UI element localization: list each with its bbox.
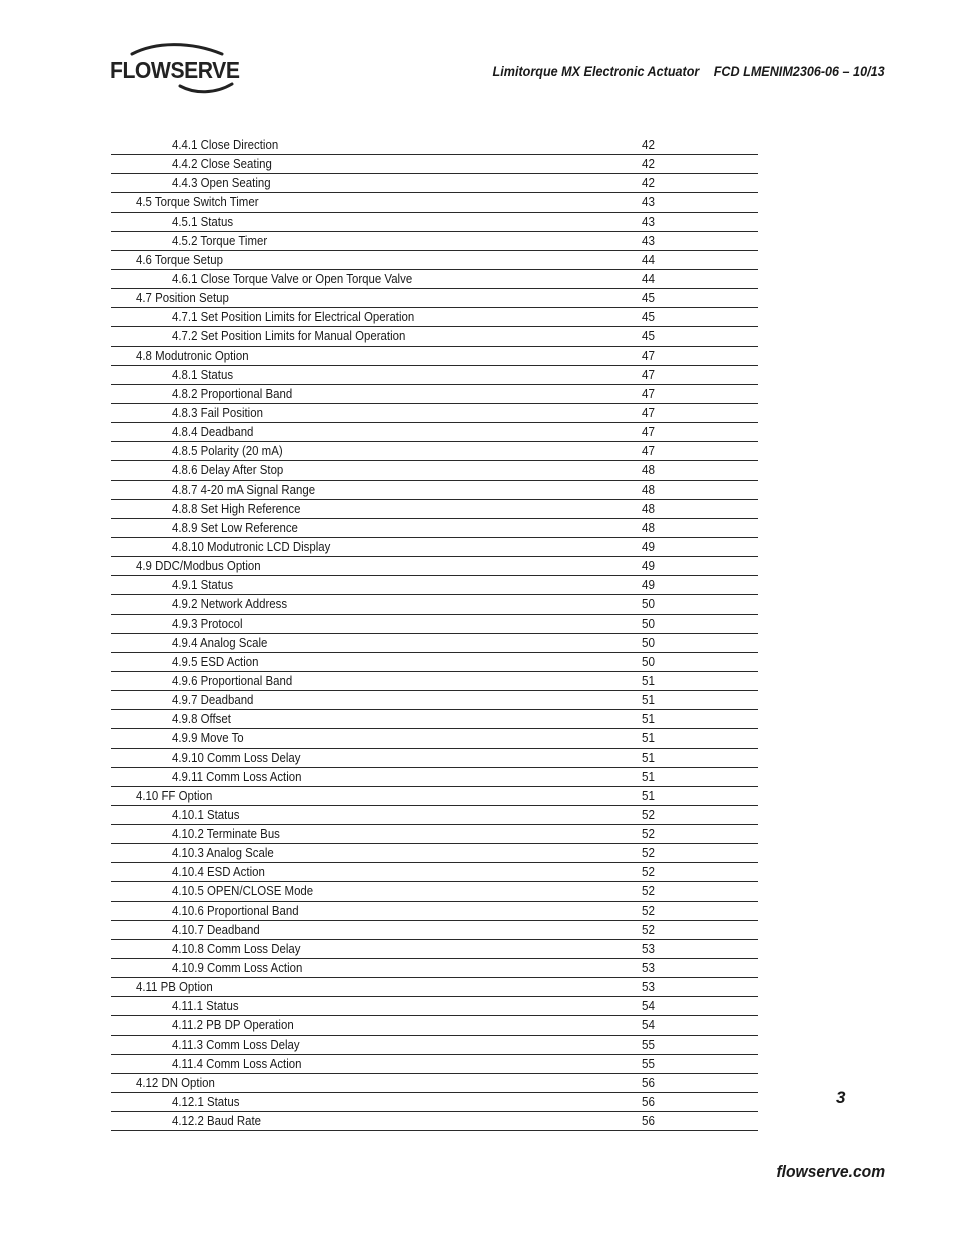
toc-entry xyxy=(111,232,758,251)
toc-entry-page: 51 xyxy=(642,692,656,708)
toc-entry xyxy=(111,997,758,1016)
toc-entry-label: 4.11.1 Status xyxy=(172,998,239,1014)
toc-entry-page: 49 xyxy=(642,558,656,574)
toc-entry-label: 4.5.1 Status xyxy=(172,213,234,229)
toc-entry-label: 4.5.2 Torque Timer xyxy=(172,232,268,248)
toc-entry-page: 44 xyxy=(642,270,656,286)
toc-entry-label: 4.7 Position Setup xyxy=(136,290,229,306)
toc-entry xyxy=(111,921,758,940)
toc-entry-page: 42 xyxy=(642,137,656,152)
toc-entry xyxy=(111,557,758,576)
toc-entry xyxy=(111,653,758,672)
toc-entry-label: 4.9.8 Offset xyxy=(172,711,231,727)
toc-entry-page: 42 xyxy=(642,156,656,172)
toc-entry-label: 4.10.4 ESD Action xyxy=(172,864,265,880)
toc-entry-label: 4.10.8 Comm Loss Delay xyxy=(172,940,301,956)
toc-entry-label: 4.8.8 Set High Reference xyxy=(172,500,301,516)
toc-entry-page: 51 xyxy=(642,787,656,803)
toc-entry-page: 51 xyxy=(642,768,656,784)
toc-entry-label: 4.10 FF Option xyxy=(136,787,213,803)
toc-entry xyxy=(111,634,758,653)
toc-entry-label: 4.10.7 Deadband xyxy=(172,921,260,937)
toc-entry-page: 49 xyxy=(642,538,656,554)
toc-entry-page: 47 xyxy=(642,424,656,440)
toc-entry xyxy=(111,481,758,500)
toc-entry-page: 43 xyxy=(642,213,656,229)
toc-entry-page: 56 xyxy=(642,1074,656,1090)
toc-entry-label: 4.9.10 Comm Loss Delay xyxy=(172,749,301,765)
toc-entry-page: 50 xyxy=(642,596,656,612)
toc-entry xyxy=(111,672,758,691)
toc-entry-label: 4.12.2 Baud Rate xyxy=(172,1113,262,1129)
toc-entry-label: 4.8.6 Delay After Stop xyxy=(172,462,284,478)
toc-entry-label: 4.9.9 Move To xyxy=(172,730,244,746)
toc-entry-label: 4.12.1 Status xyxy=(172,1094,240,1110)
toc-entry xyxy=(111,136,758,155)
toc-entry xyxy=(111,1093,758,1112)
toc-entry-page: 52 xyxy=(642,883,656,899)
toc-entry-page: 47 xyxy=(642,404,656,420)
toc-entry-label: 4.8.1 Status xyxy=(172,366,234,382)
toc-entry-page: 48 xyxy=(642,462,656,478)
toc-entry xyxy=(111,1055,758,1074)
toc-entry-page: 50 xyxy=(642,615,656,631)
toc-entry-label: 4.6 Torque Setup xyxy=(136,251,223,267)
toc-entry-page: 51 xyxy=(642,730,656,746)
toc-entry-page: 53 xyxy=(642,960,656,976)
toc-entry-label: 4.9.4 Analog Scale xyxy=(172,634,268,650)
toc-entry-page: 52 xyxy=(642,806,656,822)
toc-entry-label: 4.9.7 Deadband xyxy=(172,692,254,708)
toc-entry xyxy=(111,289,758,308)
logo-wordmark: FLOWSERVE xyxy=(110,57,240,83)
toc-entry-page: 43 xyxy=(642,232,656,248)
toc-entry xyxy=(111,768,758,787)
toc-entry xyxy=(111,347,758,366)
toc-entry-page: 53 xyxy=(642,979,656,995)
toc-entry xyxy=(111,155,758,174)
toc-entry-page: 55 xyxy=(642,1036,656,1052)
toc-entry xyxy=(111,404,758,423)
toc-entry-page: 51 xyxy=(642,672,656,688)
toc-entry-page: 56 xyxy=(642,1113,656,1129)
toc-entry-label: 4.6.1 Close Torque Valve or Open Torque Valve xyxy=(172,270,413,286)
toc-entry-page: 52 xyxy=(642,826,656,842)
toc-entry-label: 4.10.9 Comm Loss Action xyxy=(172,960,303,976)
toc-entry-page: 45 xyxy=(642,328,656,344)
toc-entry xyxy=(111,366,758,385)
toc-entry-page: 47 xyxy=(642,347,656,363)
footer-website: flowserve.com xyxy=(776,1162,885,1181)
toc-entry-page: 53 xyxy=(642,940,656,956)
toc-entry-label: 4.9.1 Status xyxy=(172,577,234,593)
toc-entry xyxy=(111,308,758,327)
toc-entry xyxy=(111,710,758,729)
toc-entry-page: 42 xyxy=(642,175,656,191)
toc-entry-label: 4.8.10 Modutronic LCD Display xyxy=(172,538,331,554)
page-number: 3 xyxy=(836,1088,846,1107)
toc-entry xyxy=(111,576,758,595)
toc-entry-label: 4.10.3 Analog Scale xyxy=(172,845,274,861)
toc-entry-label: 4.8.7 4-20 mA Signal Range xyxy=(172,481,316,497)
toc-entry xyxy=(111,749,758,768)
toc-entry-page: 45 xyxy=(642,290,656,306)
toc-entry-page: 52 xyxy=(642,902,656,918)
toc-entry-page: 50 xyxy=(642,634,656,650)
toc-entry xyxy=(111,882,758,901)
toc-entry-page: 43 xyxy=(642,194,656,210)
toc-entry-label: 4.7.2 Set Position Limits for Manual Operation xyxy=(172,328,406,344)
document-title: Limitorque MX Electronic Actuator xyxy=(492,63,700,79)
toc-entry xyxy=(111,385,758,404)
toc-entry-page: 54 xyxy=(642,998,656,1014)
toc-entry xyxy=(111,825,758,844)
toc-entry xyxy=(111,806,758,825)
toc-entry-label: 4.10.2 Terminate Bus xyxy=(172,826,280,842)
toc-entry-label: 4.8.2 Proportional Band xyxy=(172,385,293,401)
toc-entry xyxy=(111,729,758,748)
toc-entry-label: 4.4.3 Open Seating xyxy=(172,175,271,191)
toc-entry-label: 4.7.1 Set Position Limits for Electrical Operation xyxy=(172,309,415,325)
toc-entry-label: 4.9.3 Protocol xyxy=(172,615,243,631)
toc-entry xyxy=(111,1112,758,1131)
toc-entry-page: 48 xyxy=(642,481,656,497)
toc-entry-label: 4.11 PB Option xyxy=(136,979,213,995)
toc-entry xyxy=(111,423,758,442)
toc-entry xyxy=(111,538,758,557)
toc-entry-label: 4.11.2 PB DP Operation xyxy=(172,1017,294,1033)
toc-entry-label: 4.9 DDC/Modbus Option xyxy=(136,558,261,574)
document-header xyxy=(493,63,885,79)
document-code: FCD LMENIM2306-06 – 10/13 xyxy=(714,63,885,79)
toc-entry-page: 51 xyxy=(642,711,656,727)
toc-entry xyxy=(111,940,758,959)
toc-entry xyxy=(111,251,758,270)
toc-entry xyxy=(111,1074,758,1093)
toc-entry-label: 4.11.3 Comm Loss Delay xyxy=(172,1036,300,1052)
toc-entry-label: 4.8 Modutronic Option xyxy=(136,347,249,363)
toc-entry xyxy=(111,461,758,480)
toc-entry xyxy=(111,959,758,978)
toc-entry xyxy=(111,902,758,921)
toc-entry-label: 4.9.11 Comm Loss Action xyxy=(172,768,302,784)
toc-entry-page: 52 xyxy=(642,845,656,861)
toc-entry xyxy=(111,500,758,519)
toc-entry xyxy=(111,1036,758,1055)
toc-entry xyxy=(111,213,758,232)
toc-entry-page: 49 xyxy=(642,577,656,593)
toc-entry-label: 4.10.5 OPEN/CLOSE Mode xyxy=(172,883,314,899)
toc-entry-label: 4.9.5 ESD Action xyxy=(172,653,259,669)
toc-entry-label: 4.10.1 Status xyxy=(172,806,240,822)
toc-entry-label: 4.4.2 Close Seating xyxy=(172,156,272,172)
toc-entry-page: 56 xyxy=(642,1094,656,1110)
toc-entry xyxy=(111,615,758,634)
toc-entry-label: 4.8.3 Fail Position xyxy=(172,404,263,420)
toc-entry-page: 47 xyxy=(642,366,656,382)
toc-entry-label: 4.8.9 Set Low Reference xyxy=(172,519,298,535)
toc-entry xyxy=(111,844,758,863)
toc-entry xyxy=(111,863,758,882)
toc-entry xyxy=(111,193,758,212)
toc-entry-page: 48 xyxy=(642,500,656,516)
toc-entry-page: 55 xyxy=(642,1055,656,1071)
toc-entry-page: 48 xyxy=(642,519,656,535)
toc-entry-label: 4.5 Torque Switch Timer xyxy=(136,194,259,210)
toc-entry-label: 4.12 DN Option xyxy=(136,1074,215,1090)
toc-entry-page: 54 xyxy=(642,1017,656,1033)
toc-entry xyxy=(111,442,758,461)
toc-entry-page: 44 xyxy=(642,251,656,267)
toc-entry-label: 4.9.2 Network Address xyxy=(172,596,288,612)
toc-entry-label: 4.11.4 Comm Loss Action xyxy=(172,1055,302,1071)
toc-entry xyxy=(111,787,758,806)
toc-entry-page: 51 xyxy=(642,749,656,765)
toc-entry xyxy=(111,519,758,538)
toc-entry-label: 4.8.4 Deadband xyxy=(172,424,254,440)
toc-entry-page: 47 xyxy=(642,443,656,459)
toc-entry-page: 47 xyxy=(642,385,656,401)
toc-entry xyxy=(111,270,758,289)
table-of-contents xyxy=(111,136,758,1131)
toc-entry-page: 50 xyxy=(642,653,656,669)
toc-entry xyxy=(111,327,758,346)
toc-entry xyxy=(111,978,758,997)
flowserve-logo xyxy=(110,42,250,97)
toc-entry-label: 4.4.1 Close Direction xyxy=(172,137,279,152)
toc-entry xyxy=(111,691,758,710)
toc-entry-label: 4.9.6 Proportional Band xyxy=(172,672,293,688)
toc-entry-label: 4.10.6 Proportional Band xyxy=(172,902,299,918)
toc-entry-page: 52 xyxy=(642,921,656,937)
toc-entry-page: 45 xyxy=(642,309,656,325)
toc-entry-page: 52 xyxy=(642,864,656,880)
toc-entry-label: 4.8.5 Polarity (20 mA) xyxy=(172,443,283,459)
toc-entry xyxy=(111,595,758,614)
toc-entry xyxy=(111,1016,758,1035)
toc-entry xyxy=(111,174,758,193)
